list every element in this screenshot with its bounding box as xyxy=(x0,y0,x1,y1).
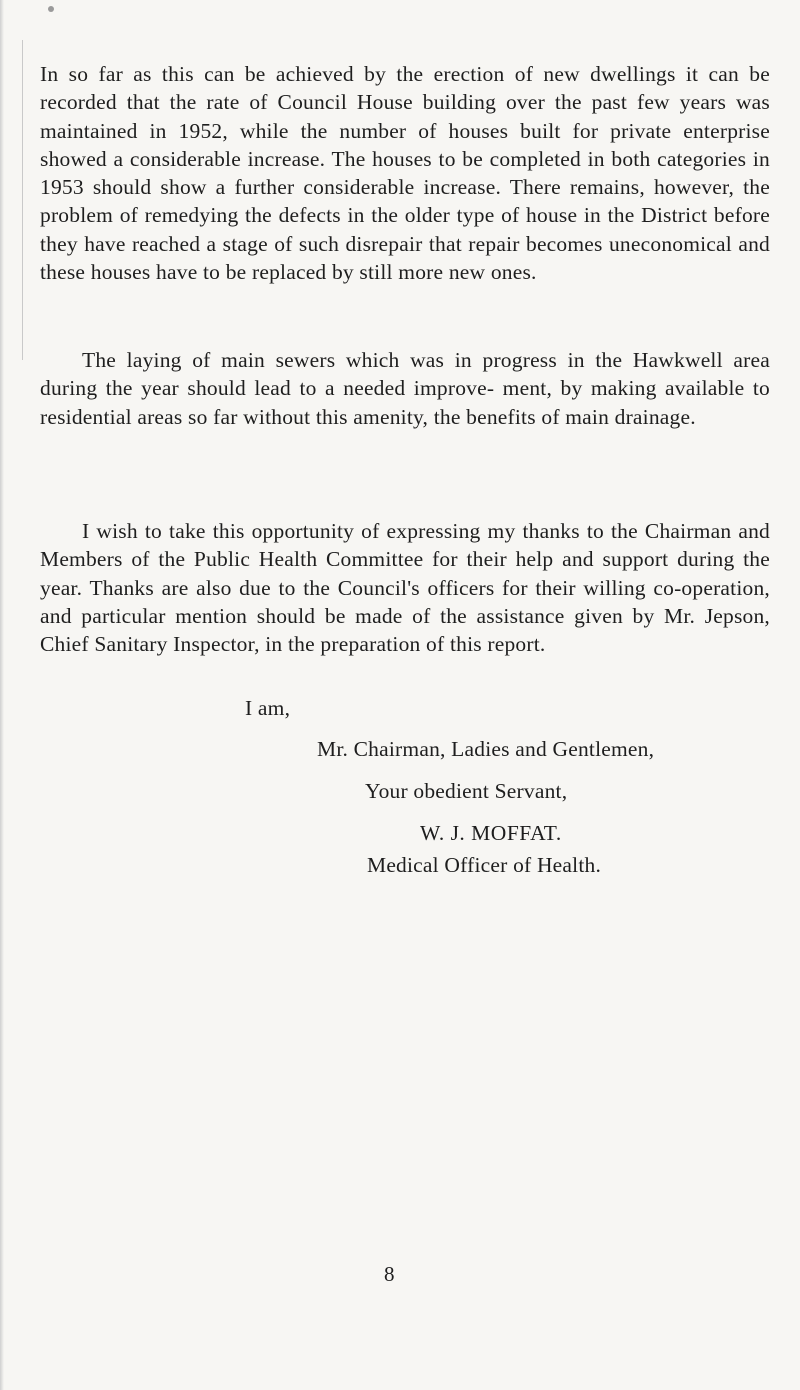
page-edge xyxy=(0,0,4,1390)
page-number: 8 xyxy=(384,1262,395,1286)
margin-rule xyxy=(22,40,23,360)
closing-salutation: Mr. Chairman, Ladies and Gentlemen, xyxy=(317,737,655,761)
paper-speck xyxy=(48,6,54,12)
closing-i-am: I am, xyxy=(245,696,291,720)
signatory-name: W. J. MOFFAT. xyxy=(420,821,562,845)
signatory-title: Medical Officer of Health. xyxy=(367,853,602,877)
paragraph-thanks: I wish to take this opportunity of expressing my thanks to the Chairman and Members of the Public Health Committee for their help and support during the year. Thanks are also due to the Council's officers for their willing co-operation, and particular mention should be made of the assistance given by Mr. Jepson, Chief Sanitary Inspector, in the preparation of this report. xyxy=(40,519,770,657)
closing-servant: Your obedient Servant, xyxy=(365,779,568,803)
paragraph-housing: In so far as this can be achieved by the erection of new dwellings it can be recorded that the rate of Council House building over the past few years was maintained in 1952, while the number of houses built for private enterprise showed a considerable increase. The houses to be completed in both categories in 1953 should show a further considerable increase. There remains, however, the problem of remedying the defects in the older type of house in the District before they have reached a stage of such disrepair that repair becomes uneconomical and these houses have to be replaced by still more new ones. xyxy=(40,62,770,285)
paragraph-sewers: The laying of main sewers which was in progress in the Hawkwell area during the year should lead to a needed improve- ment, by making available to residential areas so far without this amenity, the benefits of main drainage. xyxy=(40,348,770,429)
